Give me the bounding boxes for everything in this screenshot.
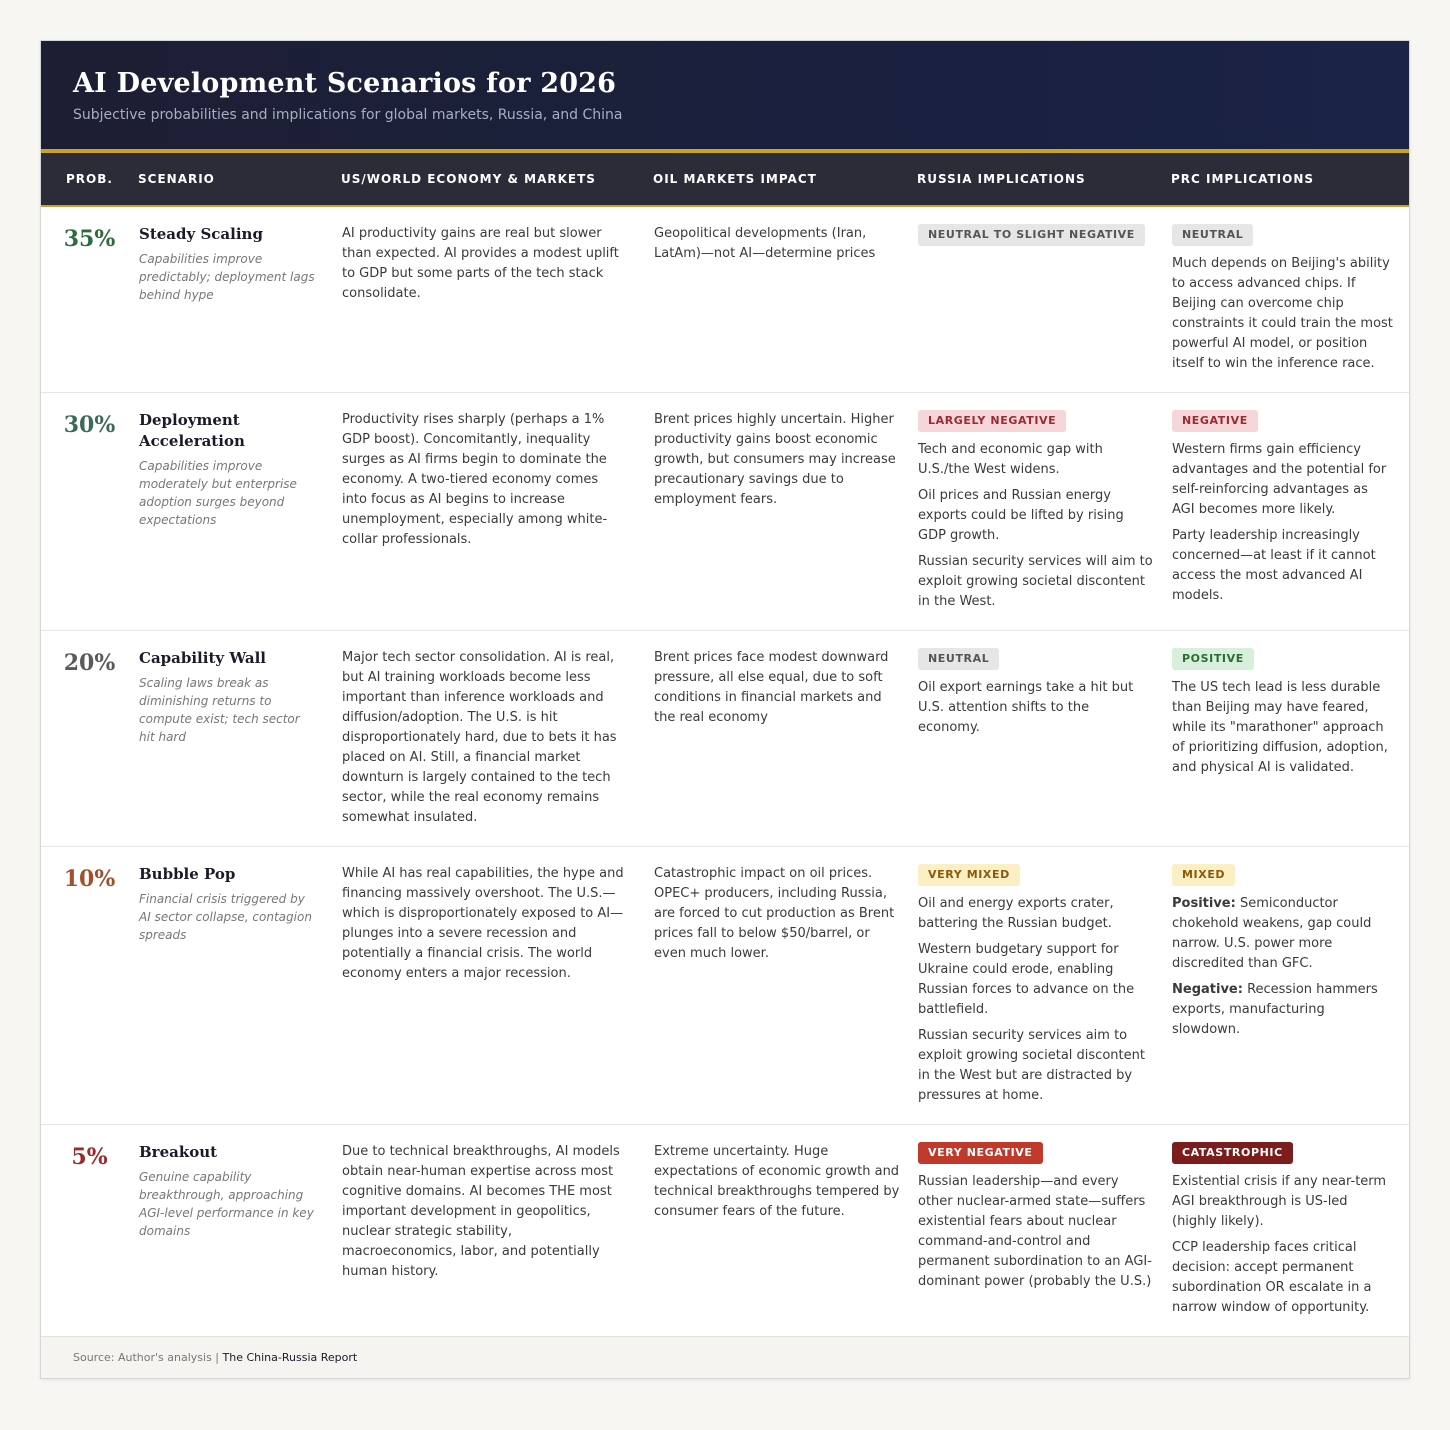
economy-cell: AI productivity gains are real but slower than expected. AI provides a modest uplift to GDP but some parts of the tech stack consolidate.	[341, 206, 653, 393]
prc-note	[1172, 526, 1393, 606]
scenario-description: Financial crisis triggered by AI sector collapse, contagion spreads	[139, 892, 312, 942]
source-text: Source: Author's analysis |	[73, 1351, 223, 1364]
economy-cell: Productivity rises sharply (perhaps a 1% GDP boost). Concomitantly, inequality surges as AI firms begin to dominate the economy. A two-tiered economy comes into focus as AI begins to increase unemployment, especially among white-collar professionals.	[341, 393, 653, 631]
probability-value: 5%	[71, 1144, 108, 1170]
russia-rating-badge: NEUTRAL TO SLIGHT NEGATIVE	[918, 224, 1145, 246]
probability-value: 10%	[41, 847, 138, 1125]
prc-cell	[1171, 393, 1409, 631]
oil-cell: Catastrophic impact on oil prices. OPEC+ producers, including Russia, are forced to cut production as Brent prices fall to below $50/barrel, or even much lower.	[653, 847, 917, 1125]
russia-cell	[917, 631, 1171, 847]
table-row	[41, 206, 1409, 393]
prc-note	[1172, 1238, 1393, 1318]
prc-rating-badge: NEGATIVE	[1172, 410, 1258, 432]
russia-note: Russian leadership—and every other nuclear-armed state—suffers existential fears about nuclear command-and-control and permanent subordination to an AGI-dominant power (probably the U.S.)	[918, 1174, 1152, 1289]
column-header-scenario: SCENARIO	[138, 153, 341, 206]
russia-cell	[917, 206, 1171, 393]
column-header-russia: RUSSIA IMPLICATIONS	[917, 153, 1171, 206]
russia-rating-badge: NEUTRAL	[918, 648, 999, 670]
russia-note: Russian security services aim to exploit growing societal discontent in the West but are distracted by pressures at home.	[918, 1028, 1145, 1103]
column-header-economy: US/WORLD ECONOMY & MARKETS	[341, 153, 653, 206]
page-title: AI Development Scenarios for 2026	[73, 68, 617, 99]
russia-rating-badge: VERY NEGATIVE	[918, 1142, 1043, 1164]
russia-note: Western budgetary support for Ukraine could erode, enabling Russian forces to advance on the battlefield.	[918, 942, 1135, 1017]
scenario-name: Bubble Pop	[139, 865, 236, 883]
table-row	[41, 631, 1409, 847]
russia-rating-badge: LARGELY NEGATIVE	[918, 410, 1066, 432]
probability-value: 30%	[41, 393, 138, 631]
card-header	[41, 41, 1409, 153]
scenario-description: Capabilities improve moderately but enterprise adoption surges beyond expectations	[139, 459, 297, 527]
prc-note-text: Party leadership increasingly concerned—at least if it cannot access the most advanced AI models.	[1172, 528, 1376, 603]
scenario-cell	[138, 393, 341, 631]
prc-note-text: Recession hammers exports, manufacturing slowdown.	[1172, 982, 1378, 1037]
scenarios-card	[40, 40, 1410, 1379]
prc-rating-badge: POSITIVE	[1172, 648, 1254, 670]
scenario-description: Scaling laws break as diminishing returns to compute exist; tech sector hit hard	[139, 676, 300, 744]
scenario-cell	[138, 631, 341, 847]
prc-cell	[1171, 847, 1409, 1125]
column-header-prob: PROB.	[41, 153, 138, 206]
prc-note-label: Positive:	[1172, 896, 1236, 911]
oil-cell: Brent prices face modest downward pressure, all else equal, due to soft conditions in financial markets and the real economy	[653, 631, 917, 847]
scenario-cell	[138, 206, 341, 393]
prc-note	[1172, 440, 1393, 520]
economy-cell: While AI has real capabilities, the hype and financing massively overshoot. The U.S.—which is disproportionately exposed to AI—plunges into a severe recession and potentially a financial crisis. The world economy enters a major recession.	[341, 847, 653, 1125]
russia-rating-badge: VERY MIXED	[918, 864, 1020, 886]
prc-note-text: Western firms gain efficiency advantages and the potential for self-reinforcing advantages as AGI becomes more likely.	[1172, 442, 1387, 517]
prc-cell	[1171, 206, 1409, 393]
oil-cell: Extreme uncertainty. Huge expectations of economic growth and technical breakthroughs tempered by consumer fears of the future.	[654, 1144, 900, 1219]
table-row	[41, 847, 1409, 1125]
scenario-name: Breakout	[139, 1143, 218, 1161]
russia-cell	[917, 393, 1171, 631]
prc-note-text: Much depends on Beijing's ability to access advanced chips. If Beijing can overcome chip constraints it could train the most powerful AI model, or position itself to win the inference race.	[1172, 256, 1393, 371]
prc-note-text: Existential crisis if any near-term AGI breakthrough is US-led (highly likely).	[1172, 1174, 1387, 1229]
prc-rating-badge: MIXED	[1172, 864, 1235, 886]
prc-cell	[1171, 631, 1409, 847]
russia-note: Oil export earnings take a hit but U.S. attention shifts to the economy.	[918, 680, 1134, 735]
page-subtitle: Subjective probabilities and implications for global markets, Russia, and China	[73, 107, 623, 123]
column-header-prc: PRC IMPLICATIONS	[1171, 153, 1409, 206]
scenario-description: Capabilities improve predictably; deployment lags behind hype	[139, 252, 315, 302]
probability-value: 20%	[41, 631, 138, 847]
russia-note: Oil and energy exports crater, battering the Russian budget.	[918, 896, 1114, 931]
scenario-cell	[138, 847, 341, 1125]
oil-cell: Brent prices highly uncertain. Higher productivity gains boost economic growth, but consumers may increase precautionary savings due to employment fears.	[653, 393, 917, 631]
russia-note: Tech and economic gap with U.S./the West widens.	[918, 442, 1103, 477]
oil-cell: Geopolitical developments (Iran, LatAm)—not AI—determine prices	[653, 206, 917, 393]
scenario-description: Genuine capability breakthrough, approaching AGI-level performance in key domains	[139, 1170, 314, 1238]
prc-cell	[1171, 1125, 1409, 1337]
russia-cell	[917, 847, 1171, 1125]
scenario-name: Steady Scaling	[139, 225, 263, 243]
scenario-name: Capability Wall	[139, 649, 266, 667]
russia-note: Russian security services will aim to exploit growing societal discontent in the West.	[918, 554, 1153, 609]
table-body	[41, 206, 1409, 1336]
report-brand: The China-Russia Report	[222, 1351, 358, 1364]
scenario-cell	[138, 1125, 341, 1337]
prc-note	[1172, 980, 1393, 1040]
prc-note	[1172, 894, 1393, 974]
prc-rating-badge: NEUTRAL	[1172, 224, 1253, 246]
scenario-name: Deployment Acceleration	[139, 411, 245, 450]
russia-cell	[917, 1125, 1171, 1337]
russia-note: Oil prices and Russian energy exports could be lifted by rising GDP growth.	[918, 488, 1124, 543]
column-header-oil: OIL MARKETS IMPACT	[653, 153, 917, 206]
prc-note	[1172, 254, 1393, 374]
economy-cell: Major tech sector consolidation. AI is real, but AI training workloads become less important than inference workloads and diffusion/adoption. The U.S. is hit disproportionately hard, due to bets it has placed on AI. Still, a financial market downturn is largely contained to the tech sector, while the real economy remains somewhat insulated.	[341, 631, 653, 847]
economy-cell: Due to technical breakthroughs, AI models obtain near-human expertise across most cognitive domains. AI becomes THE most important development in geopolitics, nuclear strategic stability, macroeconomics, labor, and potentially human history.	[342, 1144, 620, 1279]
scenarios-table	[41, 153, 1409, 1336]
prc-note-text: CCP leadership faces critical decision: accept permanent subordination OR escalate in a narrow window of opportunity.	[1172, 1240, 1372, 1315]
prc-rating-badge: CATASTROPHIC	[1172, 1142, 1293, 1164]
source-footer	[41, 1336, 1409, 1378]
table-header-row	[41, 153, 1409, 206]
probability-value: 35%	[41, 206, 138, 393]
table-row	[41, 1125, 1409, 1337]
prc-note-text: Semiconductor chokehold weakens, gap could narrow. U.S. power more discredited than GFC.	[1172, 896, 1372, 971]
table-row	[41, 393, 1409, 631]
prc-note-label: Negative:	[1172, 982, 1243, 997]
prc-note	[1172, 1172, 1393, 1232]
prc-note-text: The US tech lead is less durable than Beijing may have feared, while its "marathoner" approach of prioritizing diffusion, adoption, and physical AI is validated.	[1172, 680, 1388, 775]
prc-note	[1172, 678, 1393, 778]
